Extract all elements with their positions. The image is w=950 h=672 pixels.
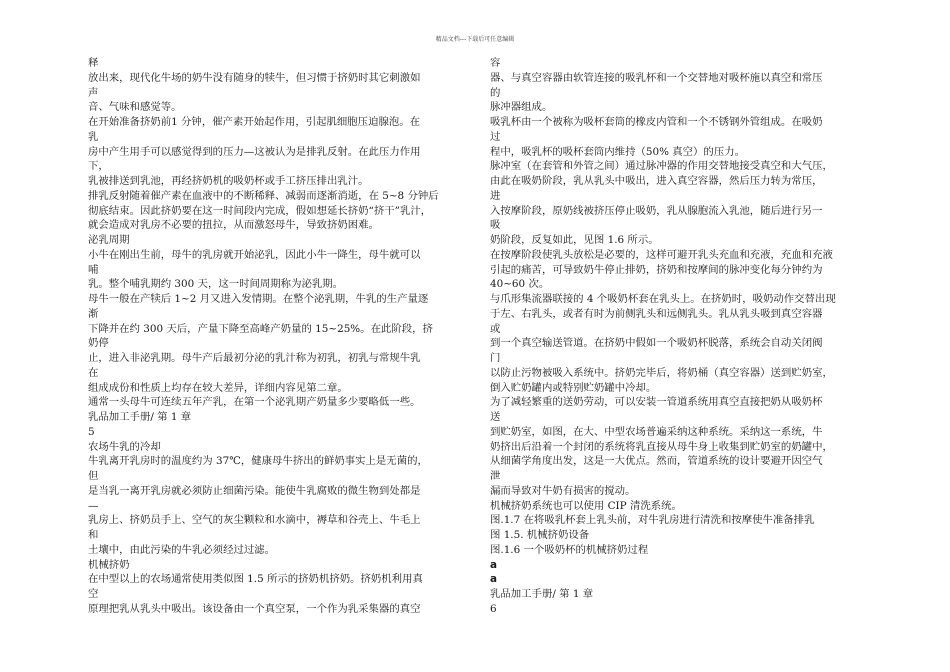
text-line: 到贮奶室，如图，在大、中型农场普遍采纳这种系统。采纳这一系统，牛 <box>490 425 823 438</box>
text-line: 为了减轻繁重的送奶劳动，可以安装一管道系统用真空直接把奶从吸奶杯 <box>490 396 823 409</box>
text-line: 吸乳杯由一个被称为吸杯套筒的橡皮内管和一个不锈钢外管组成。在吸奶 <box>490 116 823 128</box>
page-header: 精品文档---下载后可任意编辑 <box>435 36 515 43</box>
text-line: 图.1.7 在将吸乳杯套上乳头前，对牛乳房进行清洗和按摩使牛准备排乳 <box>490 514 815 527</box>
text-line: 吸 <box>490 219 501 232</box>
text-line: 渐 <box>88 307 99 320</box>
text-line: 空 <box>88 588 99 600</box>
text-line: 在 <box>88 366 99 379</box>
text-line: 机械挤奶 <box>88 558 130 571</box>
text-line: 乳 <box>88 130 99 143</box>
text-line: 释 <box>88 57 99 69</box>
text-line: 泄 <box>490 470 501 482</box>
text-line: 乳品加工手册/ 第 1 章 <box>88 411 192 423</box>
text-line: 和 <box>88 529 99 541</box>
text-line: 引起的痛苦，可导致奶牛停止排奶，挤奶和按摩间的脉冲变化每分钟约为 <box>490 263 823 276</box>
text-line: 于左、右乳头，或者有时为前侧乳头和远侧乳头。乳从乳头吸到真空容器 <box>490 307 823 320</box>
text-line: 但 <box>88 470 99 482</box>
text-line: 下， <box>88 160 109 173</box>
text-line: 的 <box>490 86 501 99</box>
text-line: 到一个真空输送管道。在挤奶中假如一个吸奶杯脱落，系统会自动关闭阀 <box>490 337 823 350</box>
text-line: 脉冲器组成。 <box>490 101 553 114</box>
text-line: a <box>490 558 498 571</box>
text-line: 通常一头母牛可连续五年产乳，在第一个泌乳期产奶量多少要略低一些。 <box>88 396 421 409</box>
text-line: 由此在吸奶阶段，乳从乳头中吸出，进入真空容器，然后压力转为常压， <box>490 175 823 187</box>
left-text-column <box>88 56 468 617</box>
text-line: 原理把乳从乳头中吸出。该设备由一个真空泵，一个作为乳采集器的真空 <box>88 602 421 615</box>
text-line: 图.1.6 一个吸奶杯的机械挤奶过程 <box>490 543 649 556</box>
text-line: 哺 <box>88 263 99 276</box>
text-line: 乳品加工手册/ 第 1 章 <box>490 588 594 600</box>
text-line: 放出来，现代化牛场的奶牛没有随身的犊牛，但习惯于挤奶时其它刺激如 <box>88 71 421 84</box>
text-line: 音、气味和感觉等。 <box>88 101 182 114</box>
text-line: 组成成份和性质上均存在较大差异，详细内容见第二章。 <box>88 381 348 394</box>
text-line: 乳房上、挤奶员手上、空气的灰尘颗粒和水滴中，褥草和谷壳上、牛毛上 <box>88 514 421 527</box>
text-line: 奶阶段，反复如此，见图 1.6 所示。 <box>490 234 659 246</box>
text-line: 容 <box>490 57 501 69</box>
text-line: 牛乳离开乳房时的温度约为 37℃，健康母牛挤出的鲜奶事实上是无菌的， <box>88 455 428 468</box>
text-line: a <box>490 573 498 586</box>
text-line: 母牛一般在产犊后 1~2 月又进入发情期。在整个泌乳期，牛乳的生产量逐 <box>88 293 429 305</box>
text-line: 以防止污物被吸入系统中。挤奶完毕后，将奶桶（真空容器）送到贮奶室， <box>490 366 833 379</box>
text-line: 在开始准备挤奶前1 分钟，催产素开始起作用，引起肌细胞压迫腺泡。在 <box>88 116 421 128</box>
text-line: 过 <box>490 130 501 143</box>
text-line: 下降并在约 300 天后，产量下降至高峰产奶量的 15~25%。在此阶段，挤 <box>88 322 433 335</box>
text-line: 5 <box>88 425 95 438</box>
text-line: 与爪形集流器联接的 4 个吸奶杯套在乳头上。在挤奶时，吸奶动作交替出现 <box>490 293 836 305</box>
text-line: — <box>88 499 99 512</box>
text-line: 40~60 次。 <box>490 278 550 291</box>
text-line: 排乳反射随着催产素在血液中的不断稀释、减弱而逐渐消逝，在 5~8 分钟后 <box>88 189 439 202</box>
text-line: 奶挤出后沿着一个封闭的系统将乳直接从母牛身上收集到贮奶室的奶罐中， <box>490 440 833 453</box>
text-line: 声 <box>88 86 99 99</box>
text-line: 6 <box>490 602 497 615</box>
text-line: 进 <box>490 189 501 202</box>
text-line: 入按摩阶段，原奶线被挤压停止吸奶，乳从腺胞流入乳池，随后进行另一 <box>490 204 823 217</box>
text-line: 送 <box>490 411 501 423</box>
text-line: 房中产生用手可以感觉得到的压力—这被认为是排乳反射。在此压力作用 <box>88 145 421 158</box>
text-line: 门 <box>490 352 501 364</box>
text-line: 小牛在刚出生前，母牛的乳房就开始泌乳，因此小牛一降生，母牛就可以 <box>88 248 421 261</box>
text-line: 泌乳周期 <box>88 234 130 246</box>
text-line: 机械挤奶系统也可以使用 CIP 清洗系统。 <box>490 499 682 512</box>
text-line: 乳被排送到乳池，再经挤奶机的吸奶杯或手工挤压排出乳汁。 <box>88 175 369 187</box>
text-line: 脉冲室（在套管和外管之间）通过脉冲器的作用交替地接受真空和大气压， <box>490 160 833 173</box>
right-text-column <box>490 56 870 617</box>
text-line: 程中，吸乳杯的吸杯套筒内维持（50% 真空）的压力。 <box>490 145 745 158</box>
text-line: 器、与真空容器由软管连接的吸乳杯和一个交替地对吸杯施以真空和常压 <box>490 71 823 84</box>
text-line: 在按摩阶段使乳头放松是必要的，这样可避开乳头充血和充液，充血和充液 <box>490 248 833 261</box>
text-line: 图 1.5. 机械挤奶设备 <box>490 529 590 541</box>
text-line: 止，进入非泌乳期。母牛产后最初分泌的乳汁称为初乳，初乳与常规牛乳 <box>88 352 421 364</box>
text-line: 农场牛乳的冷却 <box>88 440 161 453</box>
text-line: 就会造成对乳房不必要的扭拉，从而激怒母牛，导致挤奶困难。 <box>88 219 379 232</box>
text-line: 漏而导致对牛奶有损害的搅动。 <box>490 484 636 497</box>
text-line: 从细菌学角度出发，这是一大优点。然而，管道系统的设计要避开因空气 <box>490 455 823 468</box>
text-line: 乳。整个哺乳期约 300 天，这一时间周期称为泌乳期。 <box>88 278 344 291</box>
text-line: 彻底结束。因此挤奶要在这一时间段内完成，假如想延长挤奶“挤干”乳汁， <box>88 204 432 217</box>
text-line: 倒入贮奶罐内或特别贮奶罐中冷却。 <box>490 381 657 394</box>
text-line: 在中型以上的农场通常使用类似图 1.5 所示的挤奶机挤奶。挤奶机利用真 <box>88 573 423 586</box>
text-line: 或 <box>490 322 501 335</box>
text-line: 土壤中，由此污染的牛乳必须经过过滤。 <box>88 543 276 556</box>
text-line: 是当乳一离开乳房就必须防止细菌污染。能使牛乳腐败的微生物到处都是 <box>88 484 421 497</box>
text-line: 奶停 <box>88 337 109 350</box>
